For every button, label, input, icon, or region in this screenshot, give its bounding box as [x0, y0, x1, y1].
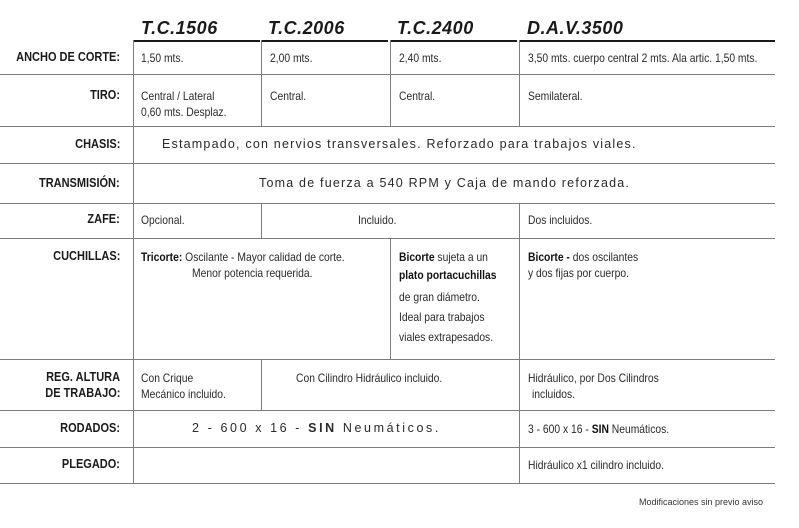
cuchillas-bicorte-line3: de gran diámetro. [399, 290, 480, 304]
column-divider [390, 238, 391, 359]
row-divider [0, 483, 775, 484]
header-rule [519, 40, 775, 42]
row-divider [0, 163, 775, 164]
column-divider [519, 40, 520, 126]
label-de-trabajo: DE TRABAJO: [44, 386, 120, 400]
cuchillas-bicorte-line5: viales extrapesados. [399, 330, 494, 344]
altura-tc1506-line1: Con Crique [141, 371, 194, 385]
rodados-dav-bold: SIN [591, 422, 609, 436]
column-divider [390, 40, 391, 126]
rodados-span-post: Neumáticos. [342, 421, 441, 435]
tiro-tc2400: Central. [399, 89, 436, 103]
label-ancho-de-corte: ANCHO DE CORTE: [16, 50, 120, 64]
cuchillas-bicorte-bold: Bicorte [399, 250, 435, 264]
altura-dav-line2: incluidos. [532, 387, 576, 401]
model-header-tc2006: T.C.2006 [268, 18, 345, 38]
label-chasis: CHASIS: [74, 137, 120, 151]
column-divider [261, 203, 262, 238]
transmision-value: Toma de fuerza a 540 RPM y Caja de mando reforzada. [259, 176, 631, 190]
plegado-dav: Hidráulico x1 cilindro incluido. [528, 458, 664, 472]
row-divider [0, 203, 775, 204]
ancho-tc2400: 2,40 mts. [399, 51, 442, 65]
ancho-tc1506: 1,50 mts. [141, 51, 184, 65]
cuchillas-tricorte [141, 249, 345, 265]
row-divider [0, 447, 775, 448]
label-rodados: RODADOS: [60, 421, 120, 435]
rodados-dav-pre: 3 - 600 x 16 - [528, 422, 589, 436]
cuchillas-tricorte-text: Oscilante - Mayor calidad de corte. [185, 250, 345, 264]
cuchillas-dav-text: dos oscilantes [572, 250, 639, 264]
column-divider [519, 359, 520, 483]
header-rule [261, 40, 388, 42]
zafe-tc2006-2400: Incluido. [358, 213, 397, 227]
rodados-dav-post: Neumáticos. [611, 422, 670, 436]
tiro-tc1506-line2: 0,60 mts. Desplaz. [141, 105, 227, 119]
altura-tc1506-line2: Mecánico incluido. [141, 387, 226, 401]
row-divider [0, 359, 775, 360]
cuchillas-dav-line1 [528, 249, 638, 265]
chasis-value: Estampado, con nervios transversales. Reforzado para trabajos viales. [162, 137, 637, 151]
cuchillas-dav-bold: Bicorte - [528, 250, 570, 264]
label-transmision: TRANSMISIÓN: [39, 176, 120, 190]
cuchillas-bicorte-text: sujeta a un [437, 250, 488, 264]
row-divider [0, 74, 775, 75]
cuchillas-bicorte-line1 [399, 249, 488, 265]
tiro-tc2006: Central. [270, 89, 307, 103]
row-divider [0, 410, 775, 411]
model-header-dav3500: D.A.V.3500 [527, 18, 624, 38]
tiro-tc1506-line1: Central / Lateral [141, 89, 215, 103]
row-divider [0, 238, 775, 239]
column-divider [519, 238, 520, 359]
cuchillas-bicorte-line4: Ideal para trabajos [399, 310, 485, 324]
label-cuchillas: CUCHILLAS: [52, 249, 120, 263]
footer-note: Modificaciones sin previo aviso [639, 497, 764, 507]
label-reg-altura: REG. ALTURA [46, 370, 120, 384]
row-divider [0, 126, 775, 127]
zafe-tc1506: Opcional. [141, 213, 185, 227]
header-rule [390, 40, 517, 42]
label-plegado: PLEGADO: [61, 457, 120, 471]
header-rule [133, 40, 260, 42]
column-divider [519, 203, 520, 238]
cuchillas-tricorte-bold: Tricorte: [141, 250, 183, 264]
cuchillas-bicorte-line2 [399, 267, 496, 283]
cuchillas-dav-line2: y dos fijas por cuerpo. [528, 266, 629, 280]
cuchillas-plato-bold: plato portacuchillas [399, 268, 497, 282]
cuchillas-tricorte-line2: Menor potencia requerida. [192, 266, 313, 280]
tiro-dav3500: Semilateral. [528, 89, 583, 103]
model-header-tc2400: T.C.2400 [397, 18, 474, 38]
label-tiro: TIRO: [90, 88, 120, 102]
rodados-span-pre: 2 - 600 x 16 - [192, 421, 303, 435]
zafe-dav3500: Dos incluidos. [528, 213, 593, 227]
altura-tc2006-2400: Con Cilindro Hidráulico incluido. [296, 371, 443, 385]
column-divider [261, 40, 262, 126]
column-divider [261, 359, 262, 410]
model-header-tc1506: T.C.1506 [141, 18, 218, 38]
altura-dav-line1: Hidráulico, por Dos Cilindros [528, 371, 659, 385]
rodados-span [192, 421, 441, 435]
label-zafe: ZAFE: [87, 212, 120, 226]
ancho-dav3500: 3,50 mts. cuerpo central 2 mts. Ala artic. 1,50 mts. [528, 51, 758, 65]
column-divider [133, 40, 134, 483]
rodados-dav [528, 421, 669, 437]
ancho-tc2006: 2,00 mts. [270, 51, 313, 65]
rodados-span-bold: SIN [308, 421, 337, 435]
